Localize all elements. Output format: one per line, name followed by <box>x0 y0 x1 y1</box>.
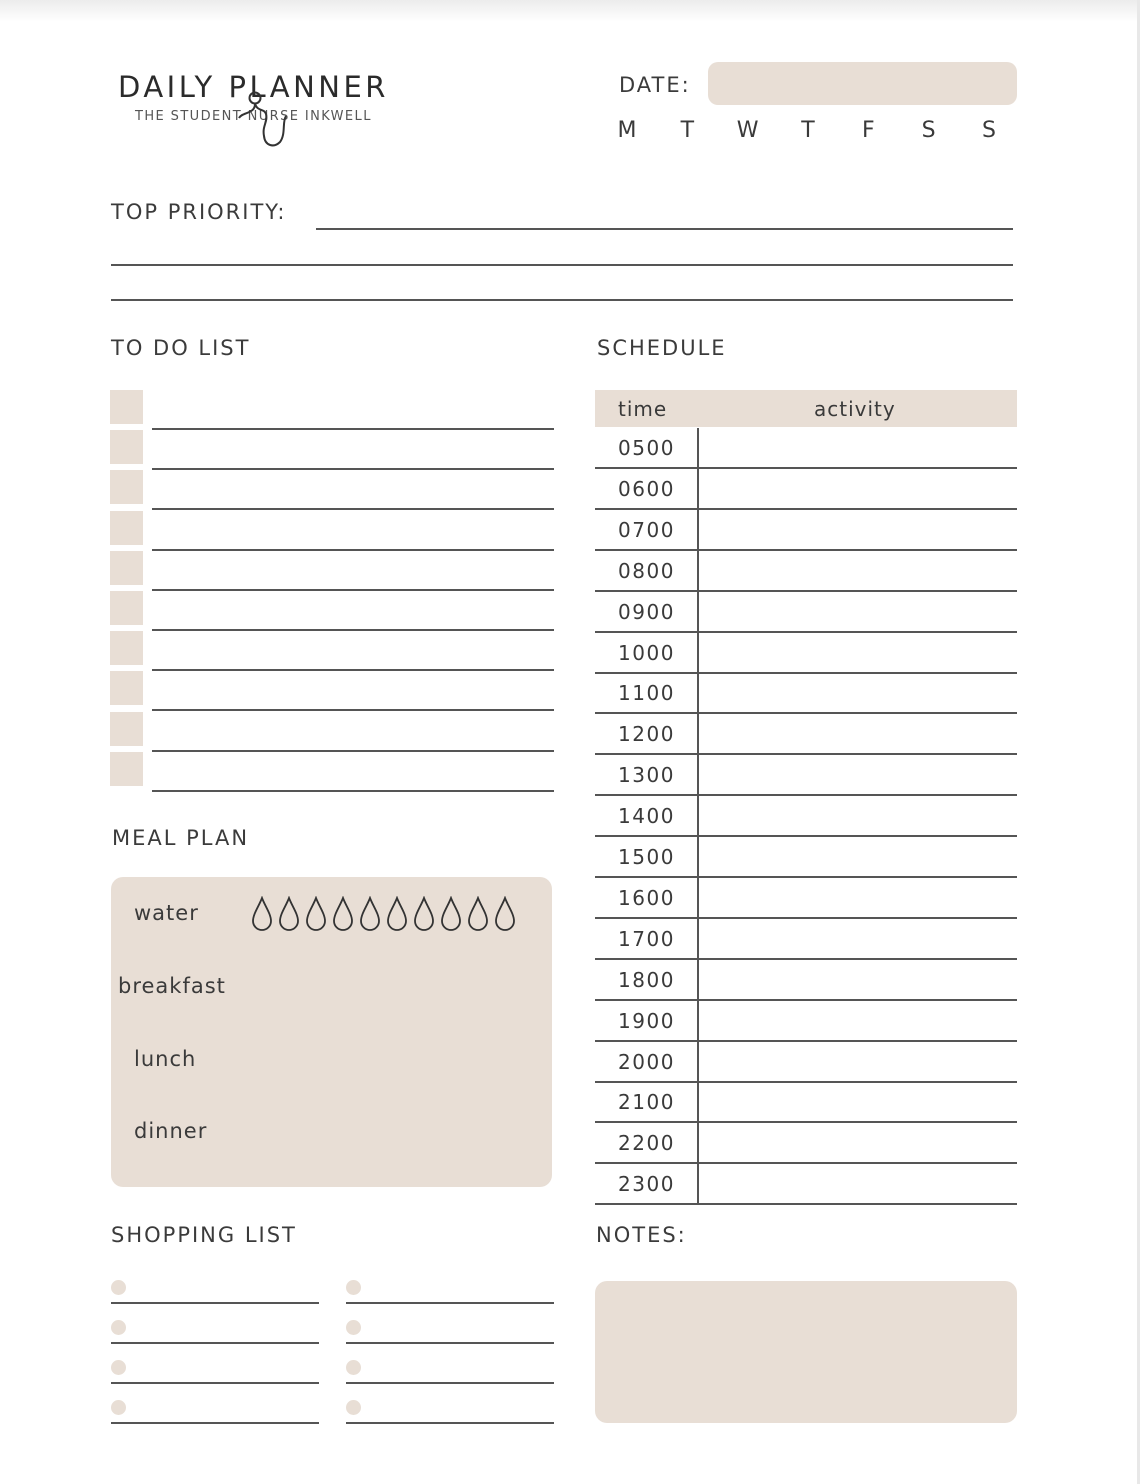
schedule-divider <box>697 837 699 878</box>
shopping-item <box>346 1400 554 1426</box>
schedule-divider <box>697 428 699 469</box>
schedule-divider <box>697 878 699 919</box>
shopping-line[interactable] <box>346 1342 554 1344</box>
schedule-time: 0700 <box>618 517 675 542</box>
schedule-divider <box>697 551 699 592</box>
schedule-time: 0800 <box>618 558 675 583</box>
page-top-shadow <box>0 0 1140 22</box>
schedule-time: 1700 <box>618 926 675 951</box>
bullet-dot <box>346 1400 361 1415</box>
schedule-row <box>595 796 1017 837</box>
schedule-row <box>595 1164 1017 1205</box>
shopping-line[interactable] <box>346 1382 554 1384</box>
schedule-time: 1500 <box>618 845 675 869</box>
schedule-divider <box>697 755 699 796</box>
water-drop-icon[interactable] <box>493 896 517 932</box>
schedule-row <box>595 551 1017 592</box>
schedule-divider <box>697 633 699 674</box>
todo-item <box>110 430 554 470</box>
schedule-time: 2100 <box>618 1090 675 1115</box>
schedule-row <box>595 1042 1017 1083</box>
shopping-item <box>346 1320 554 1346</box>
schedule-divider <box>697 714 699 755</box>
water-drop-icon[interactable] <box>385 896 409 932</box>
meal-plan-label: MEAL PLAN <box>112 826 250 850</box>
day-thursday[interactable]: T <box>801 118 815 143</box>
date-field[interactable] <box>708 62 1017 105</box>
schedule-row <box>595 837 1017 878</box>
todo-checkbox[interactable] <box>110 752 143 786</box>
schedule-divider <box>697 1042 699 1083</box>
todo-item <box>110 470 554 510</box>
schedule-row <box>595 1082 1017 1123</box>
date-label: DATE: <box>619 73 691 97</box>
schedule-row <box>595 714 1017 755</box>
schedule-time: 0500 <box>618 436 675 460</box>
schedule-time: 1300 <box>618 763 675 788</box>
schedule-divider <box>697 1123 699 1164</box>
top-priority-line-2[interactable] <box>111 264 1013 266</box>
planner-title: DAILY PLANNER <box>118 70 389 104</box>
shopping-item <box>111 1280 319 1306</box>
top-priority-line-3[interactable] <box>111 299 1013 301</box>
schedule-row <box>595 428 1017 469</box>
shopping-line[interactable] <box>111 1342 319 1344</box>
todo-item <box>110 631 554 671</box>
todo-item <box>110 712 554 752</box>
schedule-divider <box>697 960 699 1001</box>
water-drop-icon[interactable] <box>412 896 436 932</box>
bullet-dot <box>111 1400 126 1415</box>
shopping-item <box>111 1320 319 1346</box>
todo-checkbox[interactable] <box>110 591 143 625</box>
bullet-dot <box>111 1280 126 1295</box>
day-saturday[interactable]: S <box>921 118 936 143</box>
notes-label: NOTES: <box>596 1223 687 1247</box>
todo-line[interactable] <box>152 790 554 792</box>
shopping-item <box>111 1360 319 1386</box>
shopping-line[interactable] <box>346 1422 554 1424</box>
schedule-activity-header: activity <box>814 397 896 421</box>
schedule-divider <box>697 469 699 510</box>
schedule-row <box>595 960 1017 1001</box>
schedule-divider <box>697 1164 699 1205</box>
todo-list-label: TO DO LIST <box>111 336 251 360</box>
bullet-dot <box>346 1280 361 1295</box>
schedule-divider <box>697 510 699 551</box>
water-drop-icon[interactable] <box>304 896 328 932</box>
schedule-row <box>595 755 1017 796</box>
day-tuesday[interactable]: T <box>680 118 695 143</box>
todo-checkbox[interactable] <box>110 671 143 705</box>
schedule-row <box>595 469 1017 510</box>
water-label: water <box>134 901 199 925</box>
schedule-activity-line[interactable] <box>595 1203 1017 1205</box>
day-wednesday[interactable]: W <box>736 118 759 143</box>
shopping-item <box>111 1400 319 1426</box>
schedule-row <box>595 878 1017 919</box>
shopping-item <box>346 1360 554 1386</box>
top-priority-label: TOP PRIORITY: <box>111 200 287 224</box>
top-priority-line-1[interactable] <box>316 228 1013 230</box>
schedule-divider <box>697 919 699 960</box>
schedule-label: SCHEDULE <box>597 336 727 360</box>
water-drop-icon[interactable] <box>277 896 301 932</box>
schedule-time: 1200 <box>618 722 675 747</box>
schedule-time: 0900 <box>618 599 675 624</box>
bullet-dot <box>111 1360 126 1375</box>
schedule-divider <box>697 673 699 714</box>
todo-item <box>110 551 554 591</box>
schedule-time: 1100 <box>618 681 675 706</box>
schedule-row <box>595 510 1017 551</box>
day-monday[interactable]: M <box>617 118 637 143</box>
schedule-time: 2200 <box>618 1131 675 1156</box>
schedule-divider <box>697 796 699 837</box>
todo-item <box>110 390 554 430</box>
schedule-divider <box>697 1001 699 1042</box>
shopping-item <box>346 1280 554 1306</box>
schedule-time: 1900 <box>618 1008 675 1033</box>
todo-checkbox[interactable] <box>110 631 143 665</box>
water-drop-icon[interactable] <box>439 896 463 932</box>
bullet-dot <box>346 1320 361 1335</box>
planner-subtitle: THE STUDENT NURSE INKWELL <box>135 109 372 124</box>
todo-checkbox[interactable] <box>110 470 143 504</box>
todo-item <box>110 591 554 631</box>
bullet-dot <box>346 1360 361 1375</box>
schedule-row <box>595 633 1017 674</box>
water-drop-icon[interactable] <box>331 896 355 932</box>
schedule-row <box>595 1123 1017 1164</box>
shopping-line[interactable] <box>111 1302 319 1304</box>
breakfast-label: breakfast <box>118 974 226 998</box>
notes-box[interactable] <box>595 1281 1017 1423</box>
day-friday[interactable]: F <box>861 118 875 143</box>
todo-item <box>110 752 554 792</box>
lunch-label: lunch <box>134 1047 197 1071</box>
weekday-selector <box>612 118 1004 148</box>
dinner-label: dinner <box>134 1119 208 1143</box>
schedule-time-header: time <box>618 397 668 421</box>
todo-checkbox[interactable] <box>110 430 143 464</box>
todo-item <box>110 671 554 711</box>
schedule-row <box>595 919 1017 960</box>
stethoscope-icon <box>234 86 294 152</box>
water-tracker <box>250 896 517 932</box>
todo-checkbox[interactable] <box>110 511 143 545</box>
todo-item <box>110 511 554 551</box>
todo-checkbox[interactable] <box>110 551 143 585</box>
bullet-dot <box>111 1320 126 1335</box>
shopping-line[interactable] <box>346 1302 554 1304</box>
schedule-divider <box>697 592 699 633</box>
schedule-row <box>595 1001 1017 1042</box>
water-drop-icon[interactable] <box>250 896 274 932</box>
schedule-header <box>595 390 1017 427</box>
todo-checkbox[interactable] <box>110 390 143 424</box>
schedule-row <box>595 673 1017 714</box>
water-drop-icon[interactable] <box>466 896 490 932</box>
water-drop-icon[interactable] <box>358 896 382 932</box>
schedule-row <box>595 592 1017 633</box>
schedule-time: 1600 <box>618 885 675 910</box>
shopping-list-label: SHOPPING LIST <box>111 1223 297 1247</box>
todo-checkbox[interactable] <box>110 712 143 746</box>
day-sunday[interactable]: S <box>981 118 996 143</box>
shopping-line[interactable] <box>111 1422 319 1424</box>
schedule-time: 2000 <box>618 1049 675 1074</box>
schedule-time: 1000 <box>618 640 675 665</box>
schedule-time: 2300 <box>618 1172 675 1197</box>
schedule-time: 0600 <box>618 476 675 501</box>
schedule-divider <box>697 1082 699 1123</box>
shopping-line[interactable] <box>111 1382 319 1384</box>
schedule-time: 1800 <box>618 967 675 992</box>
schedule-time: 1400 <box>618 804 675 829</box>
